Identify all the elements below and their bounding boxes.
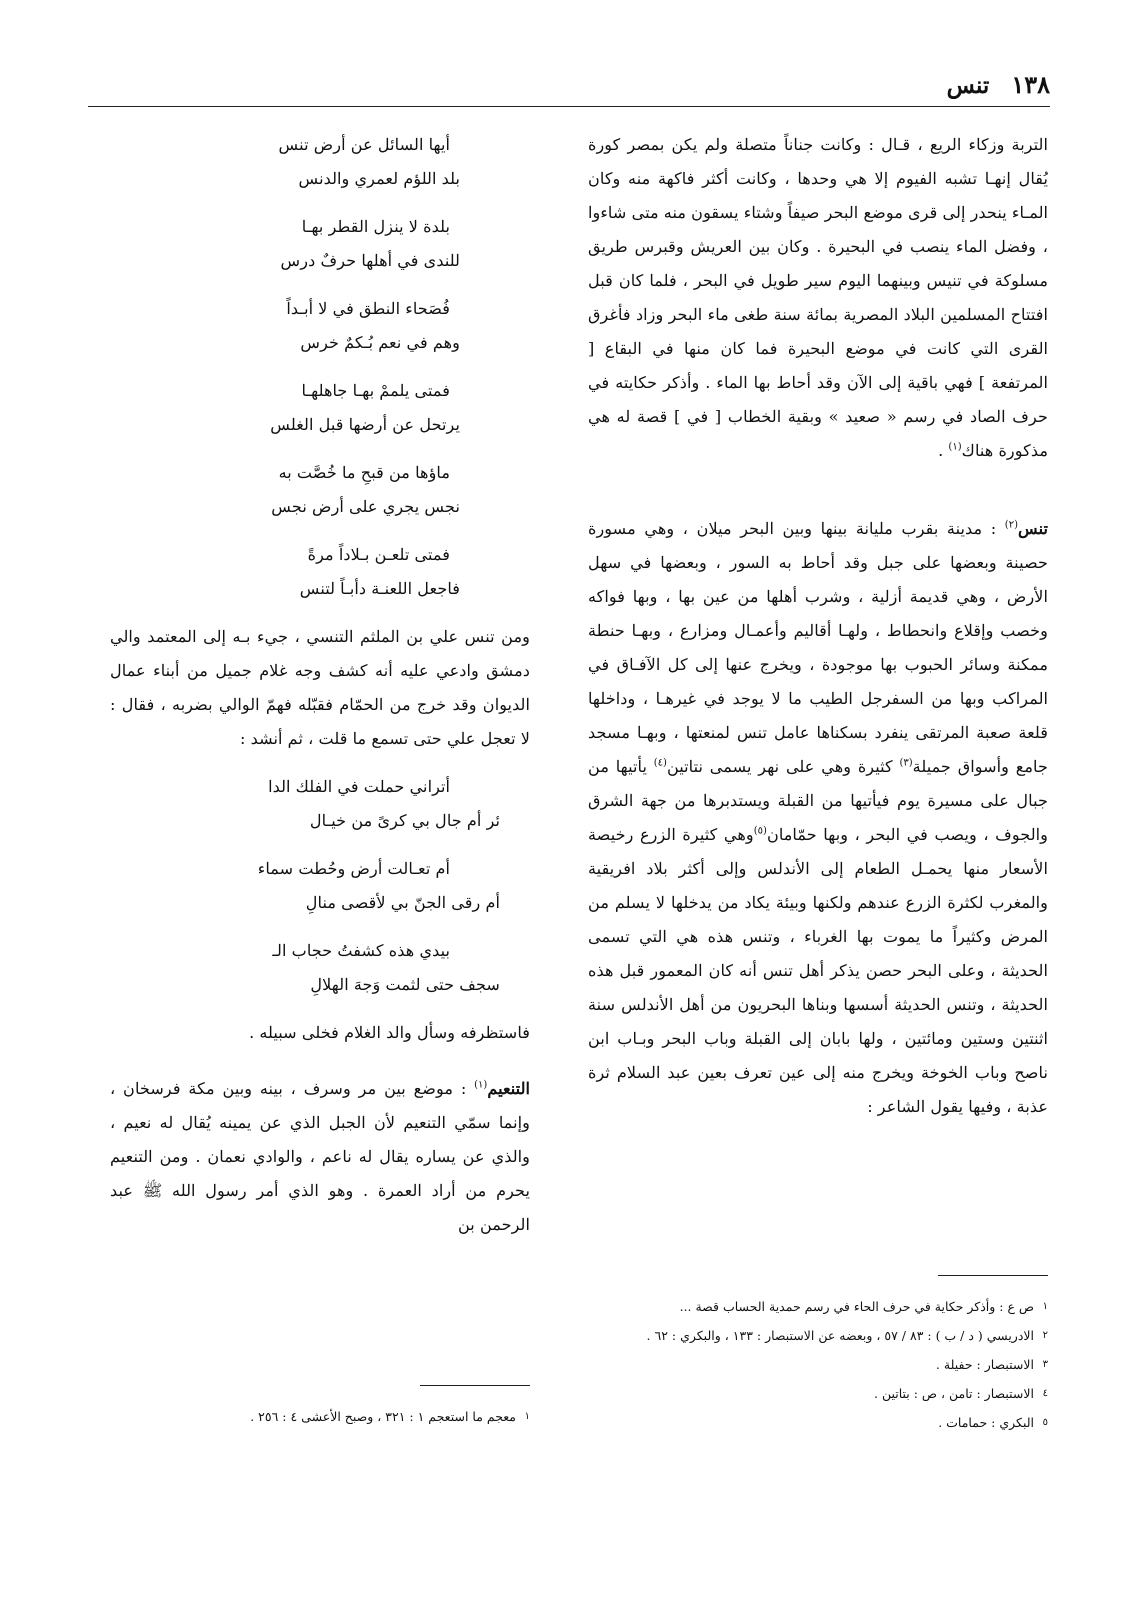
entry-tunis: تنس$^{(٢)}$ : مدينة بقرب مليانة بينها وبين البحر ميلان ، وهي مسورة حصينة وبعضها على جبل وقد أحاط به السور ، وبعضها في سهل الأرض ، وهي قديمة أزلية ، وشرب أهلها من عين بها ، وبها فواكه وخصب وإقلاع وانحطاط ، ولهـا أقاليم وأعمـال ومزارع ، وبهـا حنطة ممكنة وسائر الحبوب بها موجودة ، ويخرج عنها إلى كل الآفـاق في المراكب وبها من السفرجل الطيب ما لا يوجد في غيرهـا ، وداخلها قلعة صعبة المرتقى ينفرد بسكناها عامل تنس لمنعتها ، وبهـا مسجد جامع وأسواق جميلة$^{(٣)}$ كثيرة وهي على نهر يسمى نتاتين$^{(٤)}$ يأتيها من جبال على مسيرة يوم فيأتيها من القبلة ويستدبرها من جهة الشرق والجوف ، ويصب في البحر ، وبها حمّامان$^{(٥)}$وهي كثيرة الزرع رخيصة الأسعار منها يحمـل الطعام إلى الأندلس وإلى أكثر بلاد افريقية والمغرب لكثرة الزرع عندهم ولكنها وبيئة يكاد من يدخلها لا يسلم من المرض وكثيراً ما يموت بها الغرباء ، وتنس هذه هي التي تسمى الحديثة ، وعلى البحر حصن يذكر أهل تنس أنه كان المعمور قبل هذه الحديثة ، وتنس الحديثة أسسها وبناها البحريون من أهل الأندلس سنة اثنتين وستين ومائتين ، ولها بابان إلى القبلة وباب البحر وبـاب ابن ناصح وباب الخوخة ويخرج منه إلى عين تعرف بعين عبد السلام ثرة عذبة ، وفيها يقول الشاعر : xyxy=(588,519,1048,1116)
paragraph-1: التربة وزكاء الريع ، قـال : وكانت جناناً متصلة ولم يكن بمصر كورة يُقال إنهـا تشبه الفيوم إلا هي وحدها ، وكانت أكثر فاكهة منه وكان المـاء ينحدر إلى قرى موضع البحر صيفاً وشتاء يسقون منه متى شاءوا ، وفضل الماء ينصب في البحيرة . وكان بين العريش وقبرس طريق مسلوكة في تنيس وبينهما اليوم سير طويل في البحر ، فلما كان قبل افتتاح المسلمين البلاد المصرية بمائة سنة طغى ماء البحر وزاد فأغرق القرى التي كانت في موضع البحيرة فما كان منها في البقاع [ المرتفعة ] فهي باقية إلى الآن وقد أحاط بها الماء . وأذكر حكايته في حرف الصاد في رسم « صعيد » وبقية الخطاب [ في ] قصة له هي مذكورة هناك$^{(١)}$ . xyxy=(588,135,1048,460)
footnote-rule-right xyxy=(938,1275,1048,1276)
page-header xyxy=(88,70,1050,104)
footnote-ref: (٣) xyxy=(899,757,913,769)
footnote-ref: (٤) xyxy=(653,757,667,769)
verse: ماؤها من قبحِ ما خُصَّت به نجس يجري على أرض نجس xyxy=(271,463,460,516)
footnote: ٢الادريسي ( د / ب ) : ٨٣ / ٥٧ ، وبعضه عن الاستبصار : ١٣٣ ، والبكري : ٦٢ . xyxy=(646,1328,1048,1343)
footnote: ١ص ع : وأذكر حكاية في حرف الحاء في رسم حمدية الحساب قصة ... xyxy=(679,1299,1048,1314)
header-rule xyxy=(88,106,1050,107)
verse: بلدة لا ينزل القطر بهـا للندى في أهلها حرفٌ درس xyxy=(280,217,460,270)
footnote-ref: (٥) xyxy=(753,825,767,837)
entry-heading: تنس xyxy=(1017,519,1048,538)
verse: أم تعـالت أرض وحُطت سماء أم رقى الجنّ بي لأقصى منالِ xyxy=(257,859,500,912)
entry-tanim: التنعيم$^{(١)}$ : موضع بين مر وسرف ، بينه وبين مكة فرسخان ، وإنما سمّي التنعيم لأن الجبل الذي عن يمينه يُقال له نعيم ، والذي عن يساره يقال له ناعم ، والوادي نعمان . ومن التنعيم يحرم من أراد العمرة . وهو الذي أمر رسول الله ﷺ عبد الرحمن بن xyxy=(110,1079,530,1234)
verse: فُصَحاء النطق في لا أبـداً وهم في نعم بُـكمٌ خرس xyxy=(286,299,460,352)
footnote: ٣الاستبصار : حفيلة . xyxy=(935,1357,1048,1372)
footnote-ref: (١) xyxy=(474,1079,488,1091)
verse: فمتى تلعـن بـلاداً مرةً فاجعل اللعنـة دأبـاً لتنس xyxy=(299,545,460,598)
entry-heading: التنعيم xyxy=(487,1079,530,1098)
left-column xyxy=(110,128,530,1242)
prose-closing: فاستظرفه وسأل والد الغلام فخلى سبيله . xyxy=(249,1023,530,1042)
verse: فمتى يلممْ بهـا جاهلهـا يرتحل عن أرضها قبل الغلس xyxy=(270,381,460,434)
footnote-ref: (١) xyxy=(948,441,962,453)
footnote-rule-left xyxy=(420,1385,530,1386)
footnotes-right xyxy=(588,1292,1048,1437)
verse: أيها السائل عن أرض تنس بلد اللؤم لعمري والدنس xyxy=(278,135,460,188)
verse: أتراني حملت في الفلك الدا ئر أم جال بي كرىً من خيـال xyxy=(268,777,500,830)
verse: بيدي هذه كشفتُ حجاب الـ سجف حتى لثمت وَجهَ الهلالِ xyxy=(272,941,500,994)
footnote-ref: (٢) xyxy=(1004,519,1018,531)
prose-anecdote: ومن تنس علي بن الملثم التنسي ، جيء بـه إلى المعتمد والي دمشق وادعي عليه أنه كشف وجه غلام جميل من أبناء عمال الديوان وقد خرج من الحمّام فقبّله فهمّ الوالي بضربه ، فقال : لا تعجل علي حتى تسمع ما قلت ، ثم أنشد : xyxy=(110,627,530,748)
footnote: ٤الاستبصار : تامن ، ص : بتاتين . xyxy=(874,1386,1048,1401)
poem-2 xyxy=(110,770,530,1002)
footnote: ٥البكري : حمامات . xyxy=(938,1415,1048,1430)
page-number: ١٣٨ xyxy=(1011,70,1050,99)
poem-1 xyxy=(110,128,530,606)
footnote: ١معجم ما استعجم ١ : ٣٢١ ، وصبح الأعشى ٤ : ٢٥٦ . xyxy=(250,1409,530,1424)
footnotes-left xyxy=(110,1402,530,1431)
running-title: تنس xyxy=(946,72,990,99)
right-column xyxy=(588,128,1048,1124)
